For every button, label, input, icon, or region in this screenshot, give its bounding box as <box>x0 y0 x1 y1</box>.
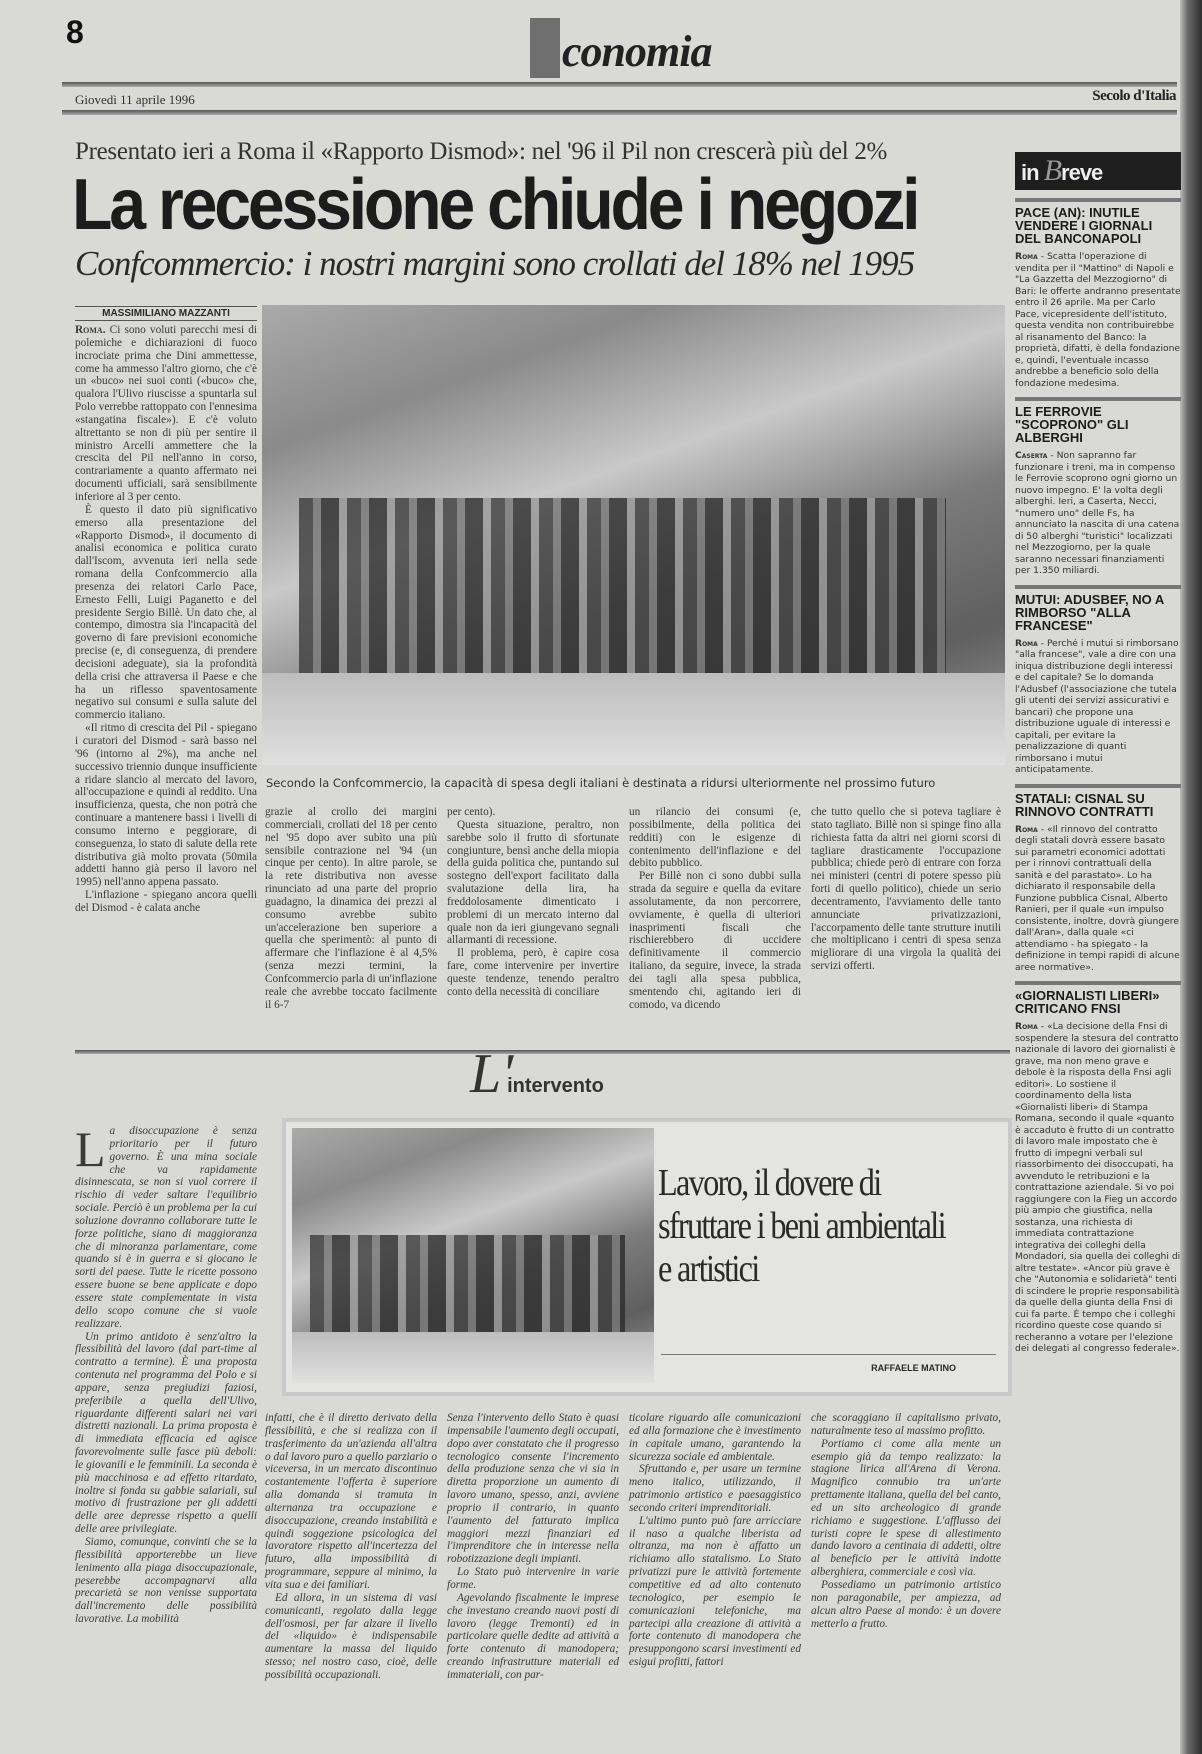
label-in: in <box>1021 160 1039 185</box>
paragraph: Senza l'intervento dello Stato è quasi impensabile l'aumento degli occupati, dopo aver constatato che il progresso tecnologico consente l'incremento della produzione senza che vi sia in diretta proporzione un aumento di lavoro umano, spesso, anzi, avviene proprio il contrario, in quanto l'aumento del fatturato implica maggiori mezzi finanziari ed l'imprenditore che in interesse nella robotizzazione degli impianti. <box>447 1412 619 1566</box>
article-column-5 <box>811 806 1001 973</box>
page-binding-edge <box>1180 0 1202 1754</box>
paragraph: che tutto quello che si poteva tagliare è stato tagliato. Billè non si spinge fino alla richiesta fatta da altri nei giorni scorsi di tagliare drasticamente l'occupazione pubblica; chiede però di entrare con forza nei ministeri (centri di potere spesso più forti di quello politico), chiede un serio decentramento, l'avviamento delle tanto annunciate privatizzazioni, l'accorpamento delle tante strutture inutili che moltiplicano i centri di spesa senza migliorare di una virgola la qualità dei servizi offerti. <box>811 806 1001 973</box>
intervento-column-3 <box>447 1412 619 1682</box>
intervento-headline: Lavoro, il dovere di sfruttare i beni ambientali e artistici <box>658 1162 945 1290</box>
brief-item <box>1015 585 1181 776</box>
article-column-2 <box>265 806 437 1012</box>
intervento-title-text: intervento <box>507 1075 604 1097</box>
in-breve-label <box>1015 152 1181 190</box>
article-subhead: Confcommercio: i nostri margini sono crollati del 18% nel 1995 <box>75 244 915 283</box>
paragraph: ticolare riguardo alle comunicazioni ed alla formazione che è investimento in capitale umano, garantendo la sicurezza sociale ed ambientale. <box>629 1412 801 1463</box>
issue-date: Giovedì 11 aprile 1996 <box>75 92 195 107</box>
paragraph: Sfruttando e, per usare un termine meno italico, utilizzando, il patrimonio artistico e paesaggistico secondo criteri imprenditoriali. <box>629 1463 801 1514</box>
page-number: 8 <box>66 14 84 50</box>
paragraph: Portiamo ci come alla mente un esempio già da tempo realizzato: la stagione lirica all'Arena di Verona. Magnifico connubio tra un'arte prettamente italiana, quella del bel canto, ed un sito archeologico di grande richiamo e suggestione. L'afflusso dei turisti copre le spese di allestimento dando lavoro a centinaia di addetti, oltre al beneficio per le attività indotte alberghiera, commerciale e così via. <box>811 1437 1001 1579</box>
brief-place: Roma <box>1015 637 1038 649</box>
intervento-section-title <box>470 1042 604 1106</box>
article-photo-shoppers <box>262 305 1005 765</box>
paragraph: È questo il dato più significativo emerso alla presentazione del «Rapporto Dismod», il documento di analisi economica e politica curato dall'Iscom, avvenuta ieri nella sede romana della Confcommercio alla presenza dei relatori Carlo Pace, Ernesto Felli, Luigi Paganetto e del presidente Sergio Billè. Un dato che, al contempo, dimostra sia l'incapacità del governo di fare previsioni economiche precise (e, di conseguenza, di prendere decisioni adeguate), sia la profondità della crisi che attraversa il Paese e che ha un riflesso spaventosamente negativo sui consumi e sulla salute del commercio italiano. <box>75 503 257 722</box>
intervento-photo-street <box>292 1128 654 1383</box>
brief-title: «GIORNALISTI LIBERI» CRITICANO FNSI <box>1015 988 1160 1016</box>
paper-name: Secolo d'Italia <box>1092 88 1176 104</box>
intervento-initial: L' <box>470 1043 514 1105</box>
article-column-3 <box>447 806 619 999</box>
article-column-1 <box>75 324 257 1014</box>
paragraph: Il problema, però, è capire cosa fare, come intervenire per invertire queste tendenze, tenendo peraltro conto della necessità di conciliare <box>447 947 619 998</box>
brief-place: Roma <box>1015 1021 1038 1032</box>
brief-item <box>1015 981 1181 1355</box>
intervento-feature-box <box>282 1118 1012 1396</box>
brief-title: STATALI: CISNAL SU RINNOVO CONTRATTI <box>1015 790 1154 819</box>
brief-item <box>1015 198 1181 389</box>
section-title-text: conomia <box>562 27 712 76</box>
paragraph: Ci sono voluti parecchi mesi di polemiche e dichiarazioni di fuoco incrociate prima che Dini ammettesse, come ha ammesso l'altro giorno, che c'è un «buco» nei suoi conti («buco» che, qualora l'Ulivo riuscisse a spuntarla sul Polo verrebbe rattoppato con l'ennesima «stangatina fiscale»). E c'è voluto altrettanto se non di più per sentire il ministro Arcelli ammettere che la crescita del Pil nell'anno in corso, contrariamente a quanto affermato nei documenti ufficiali, sarà sensibilmente inferiore al 3 per cento. <box>75 324 257 503</box>
paragraph: Lo Stato può intervenire in varie forme. <box>447 1566 619 1591</box>
paragraph: Siamo, comunque, convinti che se la flessibilità apporterebbe un lieve lenimento alla piaga disoccupazionale, peserebbe accompagnarvi alla precarietà se non venisse supportata dall'incremento delle possibilità lavorative. La mobilità <box>75 1536 257 1626</box>
photo-caption: Secondo la Confcommercio, la capacità di spesa degli italiani è destinata a ridursi ulteriormente nel prossimo futuro <box>266 776 936 790</box>
section-initial-block <box>530 18 560 78</box>
brief-item <box>1015 397 1181 577</box>
paragraph: Ed allora, in un sistema di vasi comunicanti, regolato dalla legge dell'osmosi, per far alzare il livello del «liquido» è indispensabile aumentare la massa del liquido stesso; nel nostro caso, cioè, delle possibilità occupazionali. <box>265 1591 437 1681</box>
paragraph: grazie al crollo dei margini commerciali, crollati del 18 per cento nel '95 dopo aver subìto una più sensibile contrazione nel '94 (un cinque per cento). In altre parole, se la rete distributiva non avesse rinunciato ad una parte del proprio guadagno, la dinamica dei prezzi al consumo avrebbe subìto un'accelerazione ben superiore a quella che sperimentò: al punto di affermare che l'inflazione è al 4,5% (senza mezzi termini, la Confcommercio parla di un'inflazione reale che avrebbe toccato facilmente il 6-7 <box>265 806 437 1011</box>
brief-text: - Perché i mutui si rimborsano "alla francese", vale a dire con una iniqua distribuzione degli interessi e del capitale? Se lo domanda l'Adusbef (l'associazione che tutela gli utenti dei servizi assicurativi e bancari) che propone una distribuzione uguale di interessi e capitali, per evitare la penalizzazione di quanti rimborsano i mutui anticipatamente. <box>1015 637 1179 775</box>
brief-place: Caserta <box>1015 450 1048 461</box>
article-column-4 <box>629 806 801 1012</box>
brief-title: MUTUI: ADUSBEF, NO A RIMBORSO "ALLA FRANCESE" <box>1015 591 1164 633</box>
paragraph: che scoraggiano il capitalismo privato, naturalmente teso al massimo profitto. <box>811 1412 1001 1437</box>
article-headline: La recessione chiude i negozi <box>72 165 918 245</box>
paragraph: Agevolando fiscalmente le imprese che investano creando nuovi posti di lavoro (legge Tremonti) ed in particolare quelle dedite ad attività a forte contenuto di manodopera; creando infrastrutture materiali ed immateriali, con par- <box>447 1591 619 1681</box>
brief-text: - «Il rinnovo del contratto degli statali dovrà essere basato sui parametri economici adottati per i rinnovi contrattuali della sanità e del parastato». Lo ha dichiarato il responsabile della Funzione pubblica Cisnal, Alberto Ranieri, per il quale «un impulso consistente, inoltre, dovrà giungere dall'Aran», dalla quale «ci attendiamo - ha spiegato - la definizione in tempi rapidi di alcune aree normative». <box>1015 823 1180 973</box>
intervento-column-4 <box>629 1412 801 1669</box>
brief-item <box>1015 784 1181 974</box>
section-title <box>530 18 711 78</box>
paragraph: «Il ritmo di crescita del Pil - spiegano i curatori del Dismod - sarà basso nel '96 (intorno al 2%), ma anche nel successivo triennio dunque insufficiente a ridare slancio al mercato del lavoro, all'occupazione e quindi al reddito. Una insufficienza, questa, che non potrà che continuare a mantenere bassi i livelli di consumo interno e peggiorare, di conseguenza, lo stato di salute della rete distributiva già molto provata (50mila addetti hanno già perso il lavoro nel 1995) nell'anno appena passato. <box>75 722 257 889</box>
paragraph: per cento). <box>447 806 496 818</box>
intervento-column-2 <box>265 1412 437 1682</box>
divider <box>62 82 1177 87</box>
drop-cap: L <box>75 1125 106 1177</box>
paragraph: un rilancio dei consumi (e, possibilmente, della politica dei redditi) con le esigenze di contenimento dell'inflazione e del debito pubblico. <box>629 806 801 870</box>
intervento-column-5 <box>811 1412 1001 1630</box>
paragraph: Un primo antidoto è senz'altro la flessibilità del lavoro (dal part-time al contratto a termine). È una proposta contenuta nel programma del Polo e si appare, senza pregiudizi faziosi, preferibile a quella dell'Ulivo, riguardante differenti salari nei vari distretti nazionali. La prima proposta è di immediata efficacia ed agisce favorevolmente sulle fasce più deboli: le giovanili e le femminili. La seconda è più macchinosa e ad effetto ritardato, inoltre si fonda su gabbie salariali, sul motivo di frustrazione per gli addetti delle aree depresse rispetto a quelli delle aree privilegiate. <box>75 1330 257 1536</box>
paragraph: Possediamo un patrimonio artistico non paragonabile, per ampiezza, ad alcun altro Paese al mondo: è un dovere metterlo a frutto. <box>811 1578 1001 1630</box>
intervento-author: RAFFAELE MATINO <box>661 1354 996 1373</box>
article-kicker: Presentato ieri a Roma il «Rapporto Dismod»: nel '96 il Pil non crescerà più del 2% <box>75 138 888 165</box>
label-initial: B <box>1043 154 1062 187</box>
paragraph: L'ultimo punto può fare arricciare il naso a qualche liberista ad oltranza, ma non è affatto un richiamo allo statalismo. Lo Stato privatizzi pure le attività fortemente competitive ed ad alto contenuto tecnologico, per esempio le comunicazioni telefoniche, ma partecipi alla creazione di attività a forte contenuto di manodopera che presuppongono scarsi investimenti ed esigui profitti, fattori <box>629 1514 801 1669</box>
brief-place: Roma <box>1015 823 1038 835</box>
brief-text: - «La decisione della Fnsi di sospendere la stesura del contratto nazionale di lavoro dei giornalisti è grave, ma non meno grave e debole è la risposta della Fnsi agli editori». Lo sostiene il coordinamento della lista «Giornalisti liberi» di Stampa Romana, secondo il quale «quanto è accaduto è frutto di un contratto di lavoro male impostato che è frutto di impegni verbali sul riassorbimento dei disoccupati, ha avvenduto le retribuzioni e la contrattazione aziendale. Si vo poi raggiungere con la Fieg un accordo più ampio che giustifica, nella sostanza, una richiesta di immediata contrattazione integrativa dei colleghi della Mondadori, sia quella dei colleghi di altre testate». «Ancor più grave è che "Autonomia e solidarietà" tenti di scindere le proprie responsabilità da quelle della giunta della Fnsi di cui fa parte. È tempo che i colleghi ricordino queste cose quando si recheranno a votare per l'elezione dei delegati al congresso federale». <box>1015 1021 1181 1354</box>
paragraph: L'inflazione - spiegano ancora quelli del Dismod - è calata anche <box>75 889 257 914</box>
paragraph: Per Billè non ci sono dubbi sulla strada da seguire e quella da evitare assolutamente, da non percorrere, ovviamente, è quella di ulteriori inasprimenti fiscali che rischierebbero di uccidere definitivamente il commercio italiano, da seguire, invece, la strada dei tagli alla spesa pubblica, smentendo chi, agitando ieri di comodo, va dicendo <box>629 870 801 1011</box>
paragraph: infatti, che è il diretto derivato della flessibilità, e che si realizza con il trasferimento da un'azienda all'altra o dal lavoro puro a quello parziario o viceversa, in un mercato discontinuo costantemente l'offerta è superiore alla domanda si tramuta in alternanza tra occupazione e disoccupazione, creando instabilità e quindi soggezione psicologica del lavoratore rispetto all'incertezza del futuro, alla impossibilità di programmare, seppure al minimo, la vita sua e dei familiari. <box>265 1412 437 1591</box>
article-dateline: Roma. <box>75 324 106 336</box>
brief-text: - Scatta l'operazione di vendita per il "Mattino" di Napoli e "La Gazzetta del Mezzogiorno" di Bari: le offerte andranno presentate entro il 26 aprile. Ma per Carlo Pace, vicepresidente dell'istituto, questa vendita non contribuirebbe al risanamento del Banco: la proprietà, difatti, è della fondazione e, quindi, l'eventuale incasso andrebbe a beneficio solo della fondazione medesima. <box>1015 251 1181 389</box>
intervento-column-1 <box>75 1125 257 1750</box>
in-breve-sidebar <box>1015 152 1181 1747</box>
label-rest: reve <box>1061 160 1103 185</box>
brief-title: PACE (AN): INUTILE VENDERE I GIORNALI DEL BANCONAPOLI <box>1015 205 1153 246</box>
brief-title: LE FERROVIE "SCOPRONO" GLI ALBERGHI <box>1015 404 1129 445</box>
article-byline: MASSIMILIANO MAZZANTI <box>75 306 257 321</box>
paragraph: Questa situazione, peraltro, non sarebbe solo il frutto di sfortunate congiunture, bensì anche della miopia della guida politica che, puntando sul sostegno dell'export facilitato dalla svalutazione della lira, ha freddolosamente dimenticato i problemi di un mercato interno dal quale non da ieri giungevano segnali allarmanti di recessione. <box>447 818 619 947</box>
brief-text: - Non sapranno far funzionare i treni, ma in compenso le Ferrovie scoprono ogni giorno un nuovo impegno. E' la volta degli alberghi. Ieri, a Caserta, Necci, "numero uno" delle Fs, ha annunciato la nascita di una catena di 50 alberghi "turistici" localizzati nel Mezzogiorno, per la quale saranno necessari finanziamenti per 1.350 miliardi. <box>1015 450 1180 576</box>
paragraph: a disoccupazione è senza prioritario per il futuro governo. È una mina sociale che va rapidamente disinnescata, se non si vuol correre il rischio di veder saltare l'equilibrio sociale. Perciò è un problema per la cui soluzione dovranno collaborare tutte le forze politiche, siano di maggioranza che di minoranza parlamentare, come quando si è in guerra e si giocano le sorti del paese. Tutte le ricette possono essere buone se bene applicate e dopo essere state complementate in vista dello scopo comune che si vuole realizzare. <box>75 1125 257 1330</box>
divider <box>62 110 1177 115</box>
brief-place: Roma <box>1015 251 1038 262</box>
